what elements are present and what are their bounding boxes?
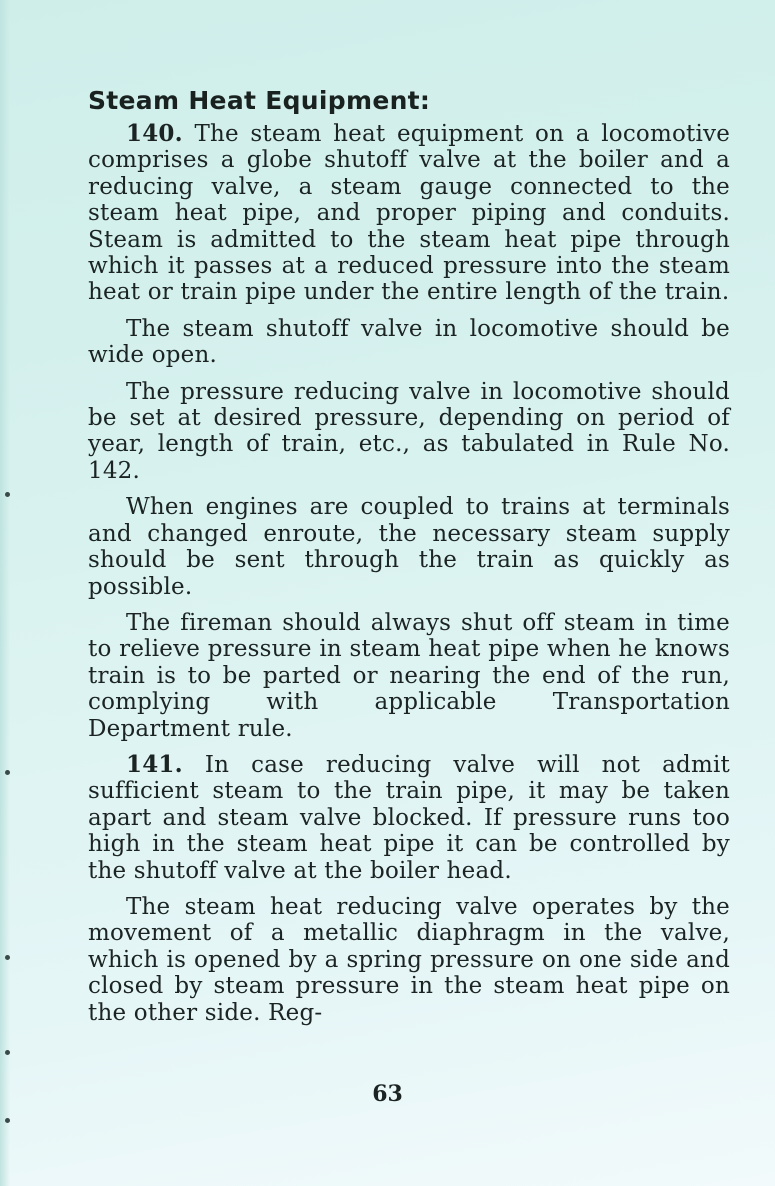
paragraph-diaphragm-operation	[88, 894, 730, 1026]
margin-dot	[5, 492, 10, 497]
paragraph-text: The fireman should always shut off steam in time to relieve pressure in steam heat pipe when he knows train is to be parted or nearing the end of the run, complying with applicable Transportation Department rule.	[88, 609, 730, 742]
paragraph-rule-140	[88, 121, 730, 306]
rule-number: 140.	[126, 120, 183, 147]
rule-number: 141.	[126, 750, 183, 778]
margin-dot	[5, 770, 10, 775]
paragraph-text: The pressure reducing valve in locomotive should be set at desired pressure, depending on period of year, length of train, etc., as tabulated in Rule No. 142.	[88, 378, 730, 484]
margin-dot	[5, 955, 10, 960]
margin-dot	[5, 1118, 10, 1123]
page-edge-shadow	[0, 0, 10, 1186]
paragraph-fireman-shutoff	[88, 610, 730, 742]
paragraph-rule-141	[88, 752, 730, 884]
paragraph-reducing-valve-setting	[88, 379, 730, 485]
paragraph-text: When engines are coupled to trains at terminals and changed enroute, the necessary steam supply should be sent through the train as quickly as possible.	[88, 494, 730, 600]
page-number: 63	[372, 1081, 403, 1107]
paragraph-coupling-engines	[88, 494, 730, 600]
margin-dot	[5, 1050, 10, 1055]
section-heading: Steam Heat Equipment:	[88, 86, 431, 115]
paragraph-text: The steam heat reducing valve operates by the movement of a metallic diaphragm in the valve, which is opened by a spring pressure on one side and closed by steam pressure in the steam heat pipe on the other side. Reg-	[88, 893, 730, 1026]
paragraph-text: The steam shutoff valve in locomotive should be wide open.	[88, 315, 730, 369]
paragraph-text: In case reducing valve will not admit sufficient steam to the train pipe, it may be taken apart and steam valve blocked. If pressure runs too high in the steam heat pipe it can be controlled by the shutoff valve at the boiler head.	[88, 751, 730, 884]
paragraph-shutoff-valve	[88, 316, 730, 369]
page-content	[88, 86, 730, 1036]
paragraph-text: The steam heat equipment on a locomotive comprises a globe shutoff valve at the boiler and a reducing valve, a steam gauge connected to the steam heat pipe, and proper piping and conduits. Steam is admitted to the steam heat pipe through which it passes at a reduced pressure into the steam heat or train pipe under the entire length of the train.	[88, 121, 731, 306]
